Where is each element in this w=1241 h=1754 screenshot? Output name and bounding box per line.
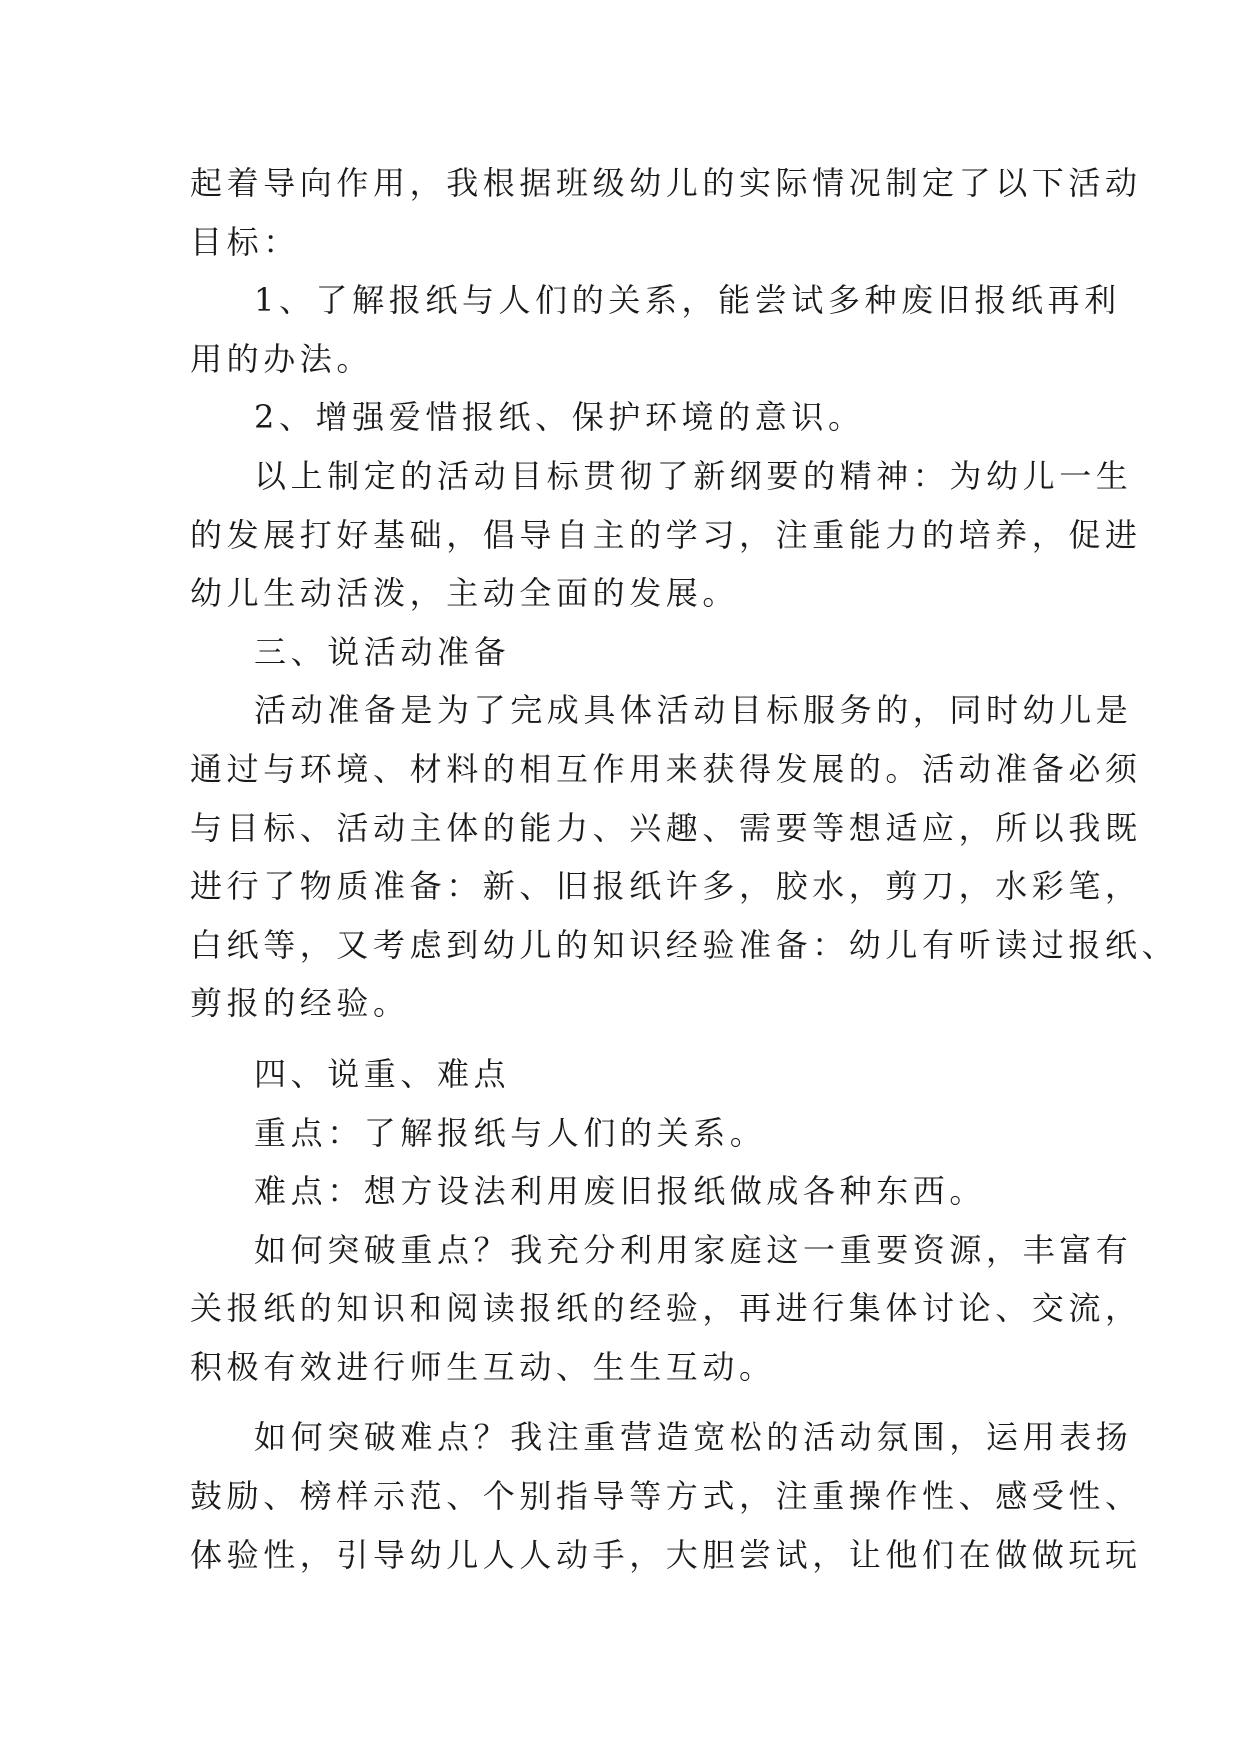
paragraph-break-difficult-point	[190, 1408, 1142, 1584]
paragraph-intro-continuation	[190, 154, 1142, 271]
spacer	[190, 1396, 1060, 1408]
paragraph-goal-1	[190, 271, 1121, 388]
text-line: 通过与环境、材料的相互作用来获得发展的。活动准备必须	[190, 749, 1142, 788]
text-line: 以上制定的活动目标贯彻了新纲要的精神：为幼儿一生	[254, 456, 1133, 495]
text-line: 幼儿生动活泼，主动全面的发展。	[190, 574, 740, 613]
text-line: 体验性，引导幼儿人人动手，大胆尝试，让他们在做做玩玩	[190, 1535, 1142, 1574]
text-line: 用的办法。	[190, 339, 374, 378]
paragraph-key-point	[190, 1104, 1060, 1163]
text-line: 进行了物质准备：新、旧报纸许多，胶水，剪刀，水彩笔，	[190, 867, 1142, 906]
paragraph-preparation	[190, 681, 1179, 1033]
text-line: 白纸等，又考虑到幼儿的知识经验准备：幼儿有听读过报纸、	[190, 925, 1179, 964]
text-line: 鼓励、榜样示范、个别指导等方式，注重操作性、感受性、	[190, 1477, 1142, 1516]
paragraph-goal-2	[190, 388, 1060, 447]
document-body	[190, 154, 1179, 1584]
text-line: 难点：想方设法利用废旧报纸做成各种东西。	[254, 1172, 987, 1211]
text-line: 目标：	[190, 222, 300, 261]
section-heading: 四、说重、难点	[254, 1054, 511, 1093]
section-heading-key-difficult	[190, 1045, 1060, 1104]
text-line: 2、增强爱惜报纸、保护环境的意识。	[254, 398, 865, 437]
spacer	[190, 1033, 1060, 1045]
text-line: 起着导向作用，我根据班级幼儿的实际情况制定了以下活动	[190, 164, 1142, 202]
text-line: 关报纸的知识和阅读报纸的经验，再进行集体讨论、交流，	[190, 1289, 1142, 1328]
text-line: 剪报的经验。	[190, 984, 410, 1023]
text-line: 活动准备是为了完成具体活动目标服务的，同时幼儿是	[254, 691, 1133, 730]
text-line: 与目标、活动主体的能力、兴趣、需要等想适应，所以我既	[190, 808, 1142, 847]
text-line: 重点：了解报纸与人们的关系。	[254, 1113, 767, 1152]
paragraph-goals-summary	[190, 447, 1142, 623]
text-line: 1、了解报纸与人们的关系，能尝试多种废旧报纸再利	[254, 281, 1121, 320]
paragraph-break-key-point	[190, 1221, 1142, 1397]
section-heading: 三、说活动准备	[254, 632, 511, 671]
text-line: 积极有效进行师生互动、生生互动。	[190, 1347, 776, 1386]
text-line: 的发展打好基础，倡导自主的学习，注重能力的培养，促进	[190, 515, 1142, 554]
text-line: 如何突破重点？我充分利用家庭这一重要资源，丰富有	[254, 1230, 1133, 1269]
text-line: 如何突破难点？我注重营造宽松的活动氛围，运用表扬	[254, 1418, 1133, 1457]
section-heading-preparation	[190, 623, 1060, 682]
paragraph-difficult-point	[190, 1162, 1060, 1221]
